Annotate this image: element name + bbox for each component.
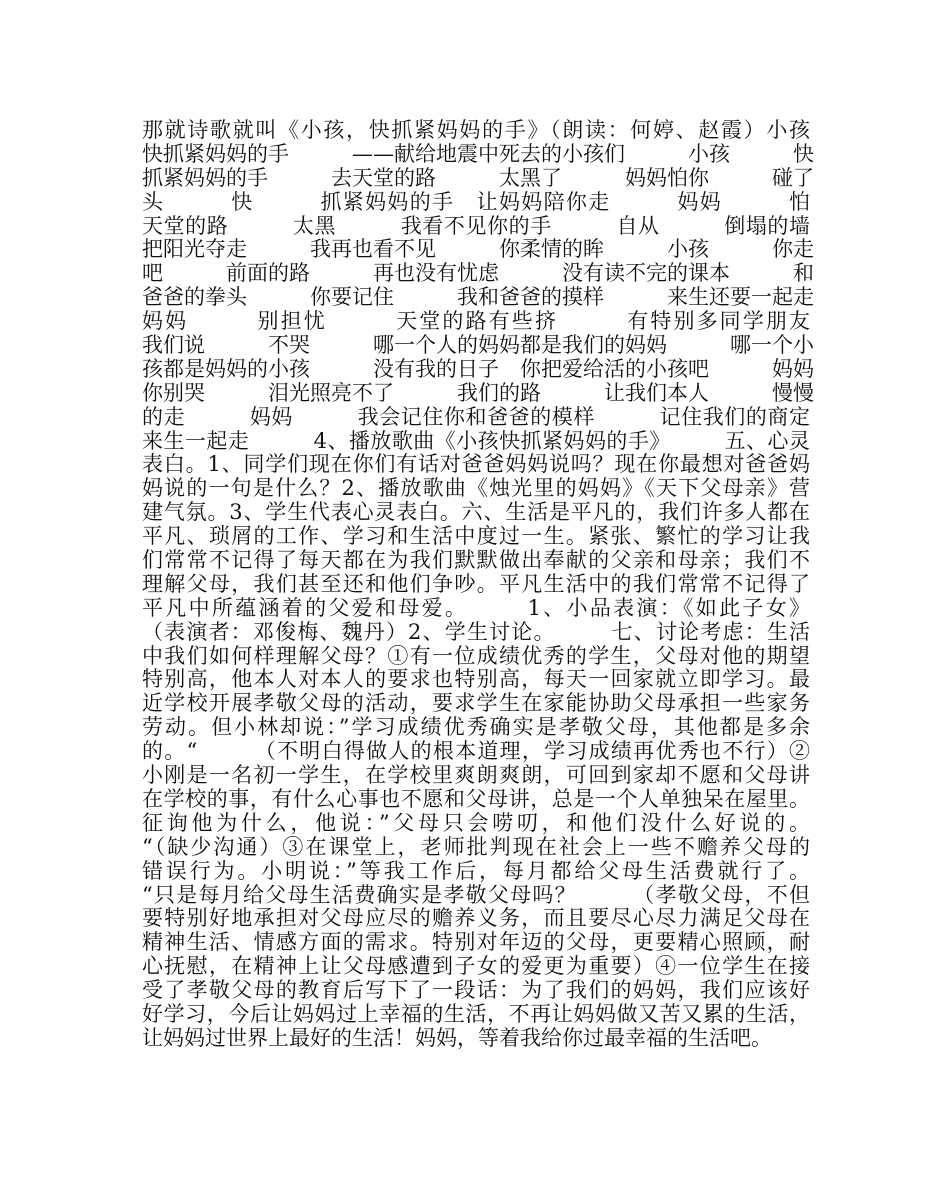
text-line: 表白。1、同学们现在你们有话对爸爸妈妈说吗？现在你最想对爸爸妈 [142, 452, 810, 477]
text-line: 要特别好地承担对父母应尽的赡养义务，而且要尽心尽力满足父母在 [142, 906, 810, 931]
text-line: 抓紧妈妈的手 去天堂的路 太黑了 妈妈怕你 碰了 [142, 165, 814, 190]
text-line: 平凡、琐屑的工作、学习和生活中度过一生。紧张、繁忙的学习让我 [142, 524, 810, 549]
text-line: 受了孝敬父母的教育后写下了一段话：为了我们的妈妈，我们应该好 [142, 978, 810, 1003]
text-line: 孩都是妈妈的小孩 没有我的日子 你把爱给活的小孩吧 妈妈 [142, 356, 814, 381]
text-line: 近学校开展孝敬父母的活动，要求学生在家能协助父母承担一些家务 [142, 691, 810, 716]
text-line: 好学习，今后让妈妈过上幸福的生活，不再让妈妈做又苦又累的生活， [142, 1001, 810, 1026]
text-line: 爸爸的拳头 你要记住 我和爸爸的摸样 来生还要一起走 [142, 285, 814, 310]
text-line: 心抚慰，在精神上让父母感遭到子女的爱更为重要）④一位学生在接 [142, 954, 810, 979]
text-line: 你别哭 泪光照亮不了 我们的路 让我们本人 慢慢 [142, 380, 814, 405]
text-line: 们常常不记得了每天都在为我们默默做出奉献的父亲和母亲；我们不 [142, 548, 810, 573]
text-line: 错误行为。小明说：”等我工作后，每月都给父母生活费就行了。 [142, 858, 810, 883]
text-line: 特别高，他本人对本人的要求也特别高，每天一回家就立即学习。最 [142, 667, 810, 692]
text-line: 平凡中所蕴涵着的父爱和母爱。 1、小品表演：《如此子女》 [142, 595, 810, 620]
text-line: 在学校的事，有什么心事也不愿和父母讲，总是一个人单独呆在屋里。 [142, 786, 810, 811]
text-line: 的走 妈妈 我会记住你和爸爸的模样 记住我们的商定 [142, 404, 810, 429]
text-line: 那就诗歌就叫《小孩，快抓紧妈妈的手》（朗读：何婷、赵霞）小孩 [142, 118, 810, 142]
text-line: 头 快 抓紧妈妈的手 让妈妈陪你走 妈妈 怕 [142, 189, 810, 214]
text-line: 建气氛。3、学生代表心灵表白。六、生活是平凡的，我们许多人都在 [142, 500, 810, 525]
text-line: 征询他为什么，他说：”父母只会唠叨，和他们没什么好说的。 [142, 810, 810, 835]
text-line: （表演者：邓俊梅、魏丹）2、学生讨论。 七、讨论考虑：生活 [142, 619, 810, 644]
text-line: 妈妈 别担忧 天堂的路有些挤 有特别多同学朋友 [142, 309, 810, 334]
text-line: 快抓紧妈妈的手 ——献给地震中死去的小孩们 小孩 快 [142, 141, 814, 166]
text-line: 中我们如何样理解父母？①有一位成绩优秀的学生，父母对他的期望 [142, 643, 810, 668]
text-line: 我们说 不哭 哪一个人的妈妈都是我们的妈妈 哪一个小 [142, 333, 814, 358]
text-line: 吧 前面的路 再也没有忧虑 没有读不完的课本 和 [142, 261, 814, 286]
text-line: 劳动。但小林却说：”学习成绩优秀确实是孝敬父母，其他都是多余 [142, 715, 810, 740]
text-line: “（缺少沟通）③在课堂上，老师批判现在社会上一些不赡养父母的 [142, 834, 810, 859]
text-line: 来生一起走 4、播放歌曲《小孩快抓紧妈妈的手》 五、心灵 [142, 428, 810, 453]
text-line: 妈说的一句是什么？2、播放歌曲《烛光里的妈妈》《天下父母亲》营 [142, 476, 810, 501]
text-line: 让妈妈过世界上最好的生活！妈妈，等着我给你过最幸福的生活吧。 [142, 1025, 772, 1050]
text-line: 理解父母，我们甚至还和他们争吵。平凡生活中的我们常常不记得了 [142, 571, 810, 596]
text-line: 的。“ （不明白得做人的根本道理，学习成绩再优秀也不行）② [142, 739, 810, 764]
text-line: 把阳光夺走 我再也看不见 你柔情的眸 小孩 你走 [142, 237, 814, 262]
text-line: 小刚是一名初一学生，在学校里爽朗爽朗，可回到家却不愿和父母讲 [142, 763, 810, 788]
text-line: “只是每月给父母生活费确实是孝敬父母吗？ （孝敬父母，不但 [142, 882, 810, 907]
text-line: 精神生活、情感方面的需求。特别对年迈的父母，更要精心照顾，耐 [142, 930, 810, 955]
text-line: 天堂的路 太黑 我看不见你的手 自从 倒塌的墙 [142, 213, 810, 238]
body-text [142, 118, 814, 1051]
